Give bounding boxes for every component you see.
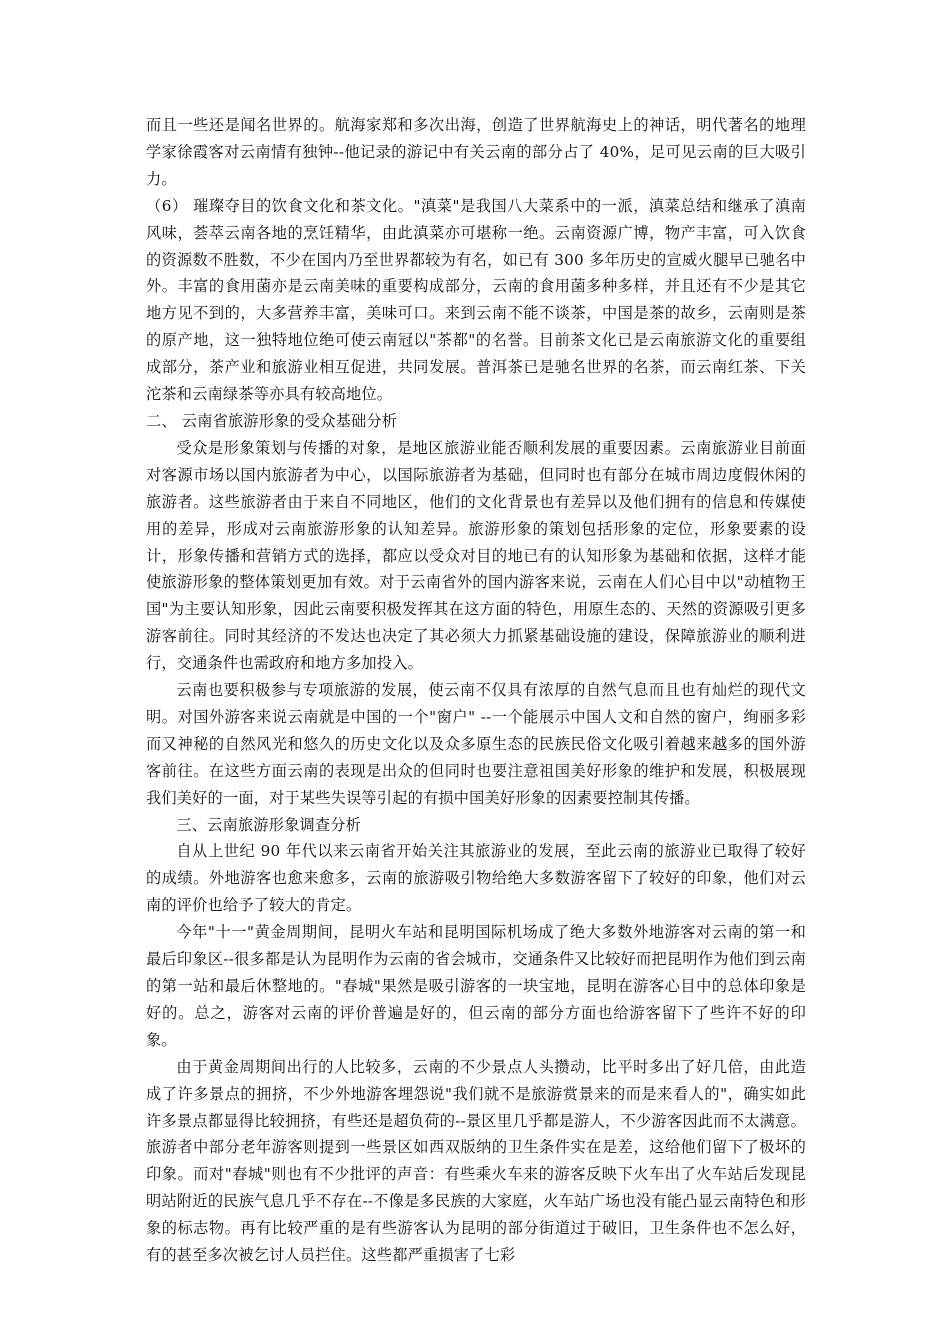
paragraph-survey-1: 自从上世纪 90 年代以来云南省开始关注其旅游业的发展，至此云南的旅游业已取得了较好的成绩。外地游客也愈来愈多，云南的旅游吸引物给绝大多数游客留下了较好的印象，他们对云南的评价也给予了较大的肯定。	[146, 842, 806, 915]
paragraph-survey-3: 由于黄金周期间出行的人比较多，云南的不少景点人头攒动，比平时多出了好几倍，由此造成了许多景点的拥挤，不少外地游客埋怨说"我们就不是旅游赏景来的而是来看人的"，确实如此许多景点都显得比较拥挤，有些还是超负荷的--景区里几乎都是游人，不少游客因此而不太满意。旅游者中部分老年游客则提到一些景区如西双版纳的卫生条件实在是差，这给他们留下了极坏的印象。而对"春城"则也有不少批评的声音：有些乘火车来的游客反映下火车出了火车站后发现昆明站附近的民族气息几乎不存在--不像是多民族的大家庭，火车站广场也没有能凸显云南特色和形象的标志物。再有比较严重的是有些游客认为昆明的部分街道过于破旧，卫生条件也不怎么好，有的甚至多次被乞讨人员拦住。这些都严重损害了七彩	[146, 1057, 806, 1265]
paragraph-audience-2: 云南也要积极参与专项旅游的发展，使云南不仅具有浓厚的自然气息而且也有灿烂的现代文明。对国外游客来说云南就是中国的一个"窗户" --一个能展示中国人文和自然的窗户，绚丽多彩而又神秘的自然风光和悠久的历史文化以及众多原生态的民族民俗文化吸引着越来越多的国外游客前往。在这些方面云南的表现是出众的但同时也要注意祖国美好形象的维护和发展，积极展现我们美好的一面，对于某些失误等引起的有损中国美好形象的因素要控制其传播。	[146, 681, 806, 807]
document-page	[146, 112, 806, 1269]
paragraph-intro: 而且一些还是闻名世界的。航海家郑和多次出海，创造了世界航海史上的神话，明代著名的地理学家徐霞客对云南情有独钟--他记录的游记中有关云南的部分占了 40%，足可见云南的巨大吸引力。	[146, 116, 806, 188]
paragraph-food-tea-culture: （6） 璀璨夺目的饮食文化和茶文化。"滇菜"是我国八大菜系中的一派，滇菜总结和继承了滇南风味，荟萃云南各地的烹饪精华，由此滇菜亦可堪称一绝。云南资源广博，物产丰富，可入饮食的资源数不胜数，不少在国内乃至世界都较为有名，如已有 300 多年历史的宣威火腿早已驰名中外。丰富的食用菌亦是云南美味的重要构成部分，云南的食用菌多种多样，并且还有不少是其它地方见不到的，大多营养丰富，美味可口。来到云南不能不谈茶，中国是茶的故乡，云南则是茶的原产地，这一独特地位绝可使云南冠以"茶都"的名誉。目前茶文化已是云南旅游文化的重要组成部分，茶产业和旅游业相互促进，共同发展。普洱茶已是驰名世界的名茶，而云南红茶、下关沱茶和云南绿茶等亦具有较高地位。	[146, 196, 806, 404]
paragraph-audience-1: 受众是形象策划与传播的对象，是地区旅游业能否顺利发展的重要因素。云南旅游业目前面对客源市场以国内旅游者为中心，以国际旅游者为基础，但同时也有部分在城市周边度假休闲的旅游者。这些旅游者由于来自不同地区，他们的文化背景也有差异以及他们拥有的信息和传媒使用的差异，形成对云南旅游形象的认知差异。旅游形象的策划包括形象的定位，形象要素的设计，形象传播和营销方式的选择，都应以受众对目的地已有的认知形象为基础和依据，这样才能使旅游形象的整体策划更加有效。对于云南省外的国内游客来说，云南在人们心目中以"动植物王国"为主要认知形象，因此云南要积极发挥其在这方面的特色，用原生态的、天然的资源吸引更多游客前往。同时其经济的不发达也决定了其必须大力抓紧基础设施的建设，保障旅游业的顺利进行，交通条件也需政府和地方多加投入。	[146, 438, 806, 673]
section-heading-survey-analysis: 三、云南旅游形象调查分析	[176, 815, 362, 834]
paragraph-survey-2: 今年"十一"黄金周期间，昆明火车站和昆明国际机场成了绝大多数外地游客对云南的第一和最后印象区--很多都是认为昆明作为云南的省会城市，交通条件又比较好而把昆明作为他们到云南的第一站和最后休整地的。"春城"果然是吸引游客的一块宝地，昆明在游客心目中的总体印象是好的。总之，游客对云南的评价普遍是好的，但云南的部分方面也给游客留下了些许不好的印象。	[146, 923, 806, 1049]
section-heading-audience-analysis: 二、 云南省旅游形象的受众基础分析	[146, 411, 398, 430]
